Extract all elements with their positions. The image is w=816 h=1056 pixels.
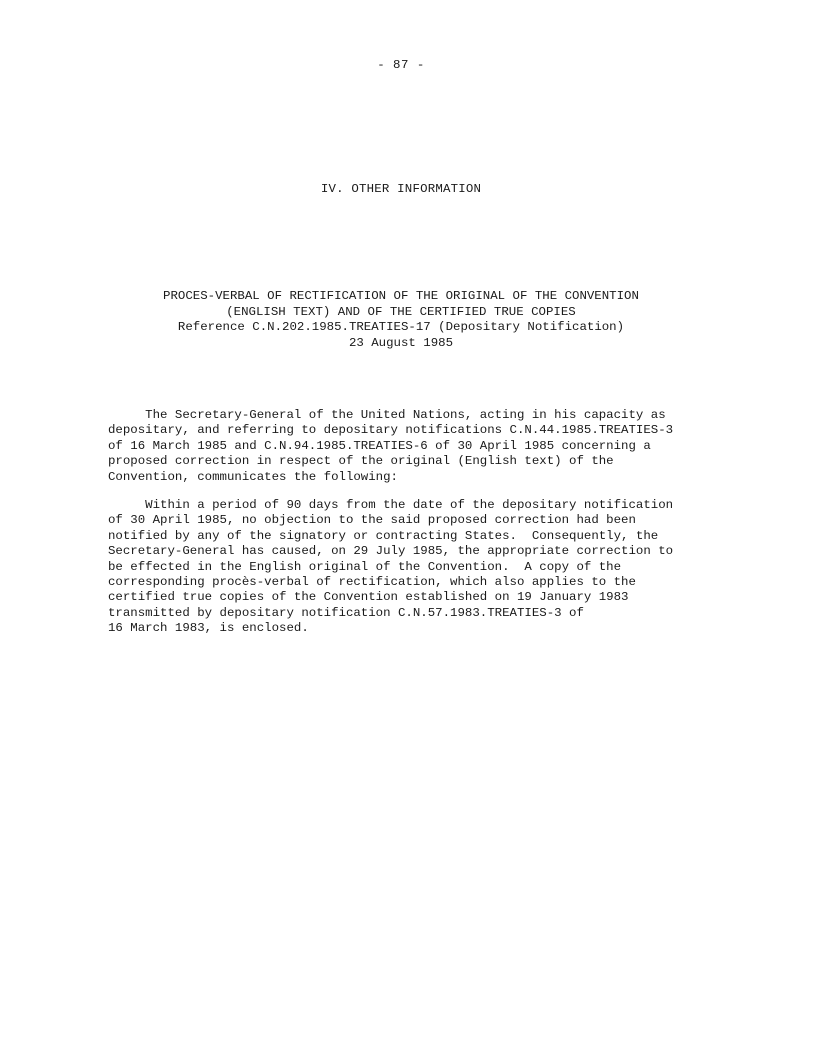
- paragraph-line: of 30 April 1985, no objection to the said proposed correction had been: [108, 513, 636, 528]
- paragraph-line: transmitted by depositary notification C.N.57.1983.TREATIES-3 of: [108, 605, 584, 620]
- page-number: - 87 -: [377, 58, 425, 72]
- paragraph-line: Convention, communicates the following:: [108, 469, 398, 484]
- paragraph-line: proposed correction in respect of the original (English text) of the: [108, 454, 614, 469]
- document-title: [0, 289, 802, 351]
- paragraph-1: [108, 408, 708, 485]
- paragraph-line: certified true copies of the Convention established on 19 January 1983: [108, 590, 629, 605]
- title-reference: Reference C.N.202.1985.TREATIES-17 (Depositary Notification): [177, 320, 625, 334]
- section-heading: IV. OTHER INFORMATION: [320, 182, 482, 196]
- title-line: PROCES-VERBAL OF RECTIFICATION OF THE ORIGINAL OF THE CONVENTION: [163, 289, 639, 303]
- paragraph-line: 16 March 1983, is enclosed.: [108, 621, 309, 636]
- title-line: (ENGLISH TEXT) AND OF THE CERTIFIED TRUE COPIES: [226, 304, 576, 319]
- paragraph-line: Within a period of 90 days from the date of the depositary notification: [108, 498, 674, 512]
- paragraph-line: be effected in the English original of the Convention. A copy of the: [108, 559, 622, 574]
- paragraph-line: notified by any of the signatory or contracting States. Consequently, the: [108, 528, 659, 543]
- paragraph-line: depositary, and referring to depositary notifications C.N.44.1985.TREATIES-3: [108, 423, 674, 438]
- title-date: 23 August 1985: [348, 335, 454, 350]
- paragraph-2: [108, 498, 708, 637]
- paragraph-line: corresponding procès-verbal of rectification, which also applies to the: [108, 574, 636, 589]
- paragraph-line: Secretary-General has caused, on 29 July 1985, the appropriate correction to: [108, 544, 674, 559]
- paragraph-line: of 16 March 1985 and C.N.94.1985.TREATIES-6 of 30 April 1985 concerning a: [108, 438, 651, 453]
- paragraph-line: The Secretary-General of the United Nations, acting in his capacity as: [108, 408, 666, 422]
